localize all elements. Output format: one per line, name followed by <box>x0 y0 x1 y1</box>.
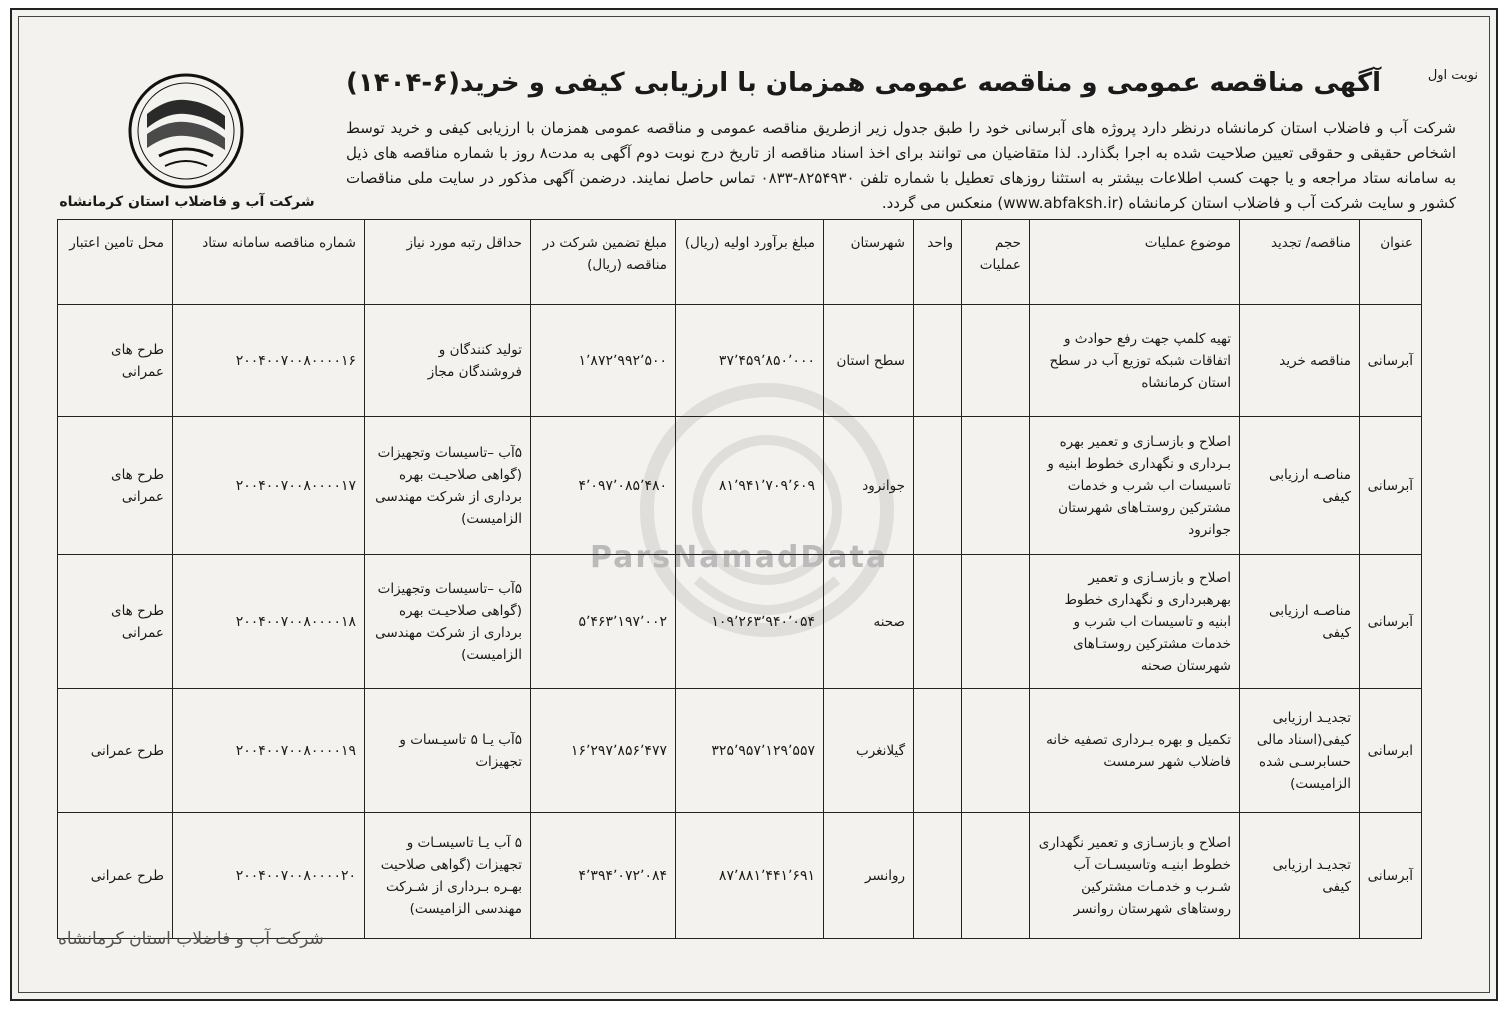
cell-title: آبرسانی <box>1360 417 1422 555</box>
header-estimate: مبلغ برآورد اولیه (ریال) <box>676 220 824 305</box>
cell-guarantee: ۵٬۴۶۳٬۱۹۷٬۰۰۲ <box>531 555 676 689</box>
cell-rank: ۵آب –تاسیسات وتجهیزات (گواهی صلاحیـت بهره برداری از شرکت مهندسی الزامیست) <box>365 555 531 689</box>
table-row <box>58 689 1422 813</box>
round-label: نوبت اول <box>1427 68 1478 83</box>
cell-estimate: ۸۷٬۸۸۱٬۴۴۱٬۶۹۱ <box>676 813 824 939</box>
cell-operation: اصلاح و بازسـازی و تعمیر بهرهبرداری و نگهداری خطوط ابنیه و تاسیسات اب شرب و خدمات مشترکین روستـاهای شهرستان صحنه <box>1030 555 1240 689</box>
cell-volume <box>962 555 1030 689</box>
table-row <box>58 305 1422 417</box>
cell-volume <box>962 813 1030 939</box>
cell-unit <box>914 689 962 813</box>
cell-title: ابرسانی <box>1360 689 1422 813</box>
cell-volume <box>962 689 1030 813</box>
cell-guarantee: ۱۶٬۲۹۷٬۸۵۶٬۴۷۷ <box>531 689 676 813</box>
header-operation: موضوع عملیات <box>1030 220 1240 305</box>
cell-title: آبرسانی <box>1360 555 1422 689</box>
cell-volume <box>962 305 1030 417</box>
header-city: شهرستان <box>824 220 914 305</box>
cell-funding: طرح های عمرانی <box>58 555 173 689</box>
cell-guarantee: ۴٬۰۹۷٬۰۸۵٬۴۸۰ <box>531 417 676 555</box>
cell-setad-number: ۲۰۰۴۰۰۷۰۰۸۰۰۰۰۲۰ <box>173 813 365 939</box>
cell-guarantee: ۱٬۸۷۲٬۹۹۲٬۵۰۰ <box>531 305 676 417</box>
cell-title: آبرسانی <box>1360 813 1422 939</box>
table-header-row <box>58 220 1422 305</box>
table-row <box>58 813 1422 939</box>
cell-funding: طرح های عمرانی <box>58 305 173 417</box>
cell-estimate: ۳۷٬۴۵۹٬۸۵۰٬۰۰۰ <box>676 305 824 417</box>
header-rank: حداقل رتبه مورد نیاز <box>365 220 531 305</box>
cell-funding: طرح های عمرانی <box>58 417 173 555</box>
cell-operation: تکمیل و بهره بـرداری تصفیه خانه فاضلاب شهر سرمست <box>1030 689 1240 813</box>
cell-setad-number: ۲۰۰۴۰۰۷۰۰۸۰۰۰۰۱۶ <box>173 305 365 417</box>
logo-block <box>52 72 322 222</box>
cell-unit <box>914 305 962 417</box>
header-setad-number: شماره مناقصه سامانه ستاد <box>173 220 365 305</box>
page-title: آگهی مناقصه عمومی و مناقصه عمومی همزمان با ارزیابی کیفی و خرید(۶-۱۴۰۴) <box>346 68 1381 98</box>
cell-volume <box>962 417 1030 555</box>
cell-rank: تولید کنندگان و فروشندگان مجاز <box>365 305 531 417</box>
header-guarantee: مبلغ تضمین شرکت در مناقصه (ریال) <box>531 220 676 305</box>
table-row <box>58 555 1422 689</box>
cell-city: گیلانغرب <box>824 689 914 813</box>
cell-estimate: ۱۰۹٬۲۶۳٬۹۴۰٬۰۵۴ <box>676 555 824 689</box>
logo-caption: شرکت آب و فاضلاب استان کرمانشاه <box>59 194 315 210</box>
cell-setad-number: ۲۰۰۴۰۰۷۰۰۸۰۰۰۰۱۷ <box>173 417 365 555</box>
cell-funding: طرح عمرانی <box>58 813 173 939</box>
cell-city: سطح استان <box>824 305 914 417</box>
cell-title: آبرسانی <box>1360 305 1422 417</box>
cell-unit <box>914 417 962 555</box>
table-row <box>58 417 1422 555</box>
header-tender-type: مناقصه/ تجدید <box>1240 220 1360 305</box>
header-unit: واحد <box>914 220 962 305</box>
cell-tender-type: تجدیـد ارزیابی کیفی <box>1240 813 1360 939</box>
header-volume: حجم عملیات <box>962 220 1030 305</box>
cell-city: صحنه <box>824 555 914 689</box>
cell-city: جوانرود <box>824 417 914 555</box>
cell-estimate: ۳۲۵٬۹۵۷٬۱۲۹٬۵۵۷ <box>676 689 824 813</box>
header-funding: محل تامین اعتبار <box>58 220 173 305</box>
watermark-text: ParsNamadData <box>590 540 889 575</box>
tenders-table <box>57 219 1422 939</box>
cell-operation: اصلاح و بازسـازی و تعمیر بهره بـرداری و نگهداری خطوط ابنیه و تاسیسات اب شرب و خدمات مشترکین روستـاهای شهرستان جوانرود <box>1030 417 1240 555</box>
cell-operation: تهیه کلمپ جهت رفع حوادث و اتفاقات شبکه توزیع آب در سطح استان کرمانشاه <box>1030 305 1240 417</box>
cell-tender-type: تجدیـد ارزیابی کیفی(اسناد مالی حسابرسـی شده الزامیست) <box>1240 689 1360 813</box>
cell-rank: ۵آب –تاسیسات وتجهیزات (گواهی صلاحیـت بهره برداری از شرکت مهندسی الزامیست) <box>365 417 531 555</box>
cell-operation: اصلاح و بازسـازی و تعمیر نگهداری خطوط ابنیـه وتاسیسـات آب شـرب و خدمـات مشترکین روستاهای شهرستان روانسر <box>1030 813 1240 939</box>
cell-unit <box>914 555 962 689</box>
cell-rank: ۵آب یـا ۵ تاسیـسات و تجهیزات <box>365 689 531 813</box>
cell-funding: طرح عمرانی <box>58 689 173 813</box>
cell-tender-type: مناقصه خرید <box>1240 305 1360 417</box>
cell-rank: ۵ آب یـا تاسیسـات و تجهیزات (گواهی صلاحیت بهـره بـرداری از شـرکت مهندسی الزامیست) <box>365 813 531 939</box>
cell-guarantee: ۴٬۳۹۴٬۰۷۲٬۰۸۴ <box>531 813 676 939</box>
cell-setad-number: ۲۰۰۴۰۰۷۰۰۸۰۰۰۰۱۸ <box>173 555 365 689</box>
cell-tender-type: مناصـه ارزیابی کیفی <box>1240 555 1360 689</box>
footer-signature: شرکت آب و فاضلاب استان کرمانشاه <box>58 929 324 949</box>
header-title: عنوان <box>1360 220 1422 305</box>
company-logo-icon <box>127 72 245 190</box>
cell-setad-number: ۲۰۰۴۰۰۷۰۰۸۰۰۰۰۱۹ <box>173 689 365 813</box>
cell-city: روانسر <box>824 813 914 939</box>
intro-paragraph: شرکت آب و فاضلاب استان کرمانشاه درنظر دارد پروژه های آبرسانی خود را طبق جدول زیر ازطریق مناقصه عمومی و مناقصه عمومی همزمان با ارزیابی کیفی و خرید توسط اشخاص حقیقی و حقوقی تعیین صلاحیت شده به اجرا بگذارد. لذا متقاضیان می توانند برای اخذ اسناد مناقصه از تاریخ درج نوبت دوم آگهی به مدت۸ روز با شماره مناقصه های ذیل به سامانه ستاد مراجعه و یا جهت کسب اطلاعات بیشتر به استثنا روزهای تعطیل با شماره تلفن ۸۲۵۴۹۳۰-۰۸۳۳ تماس حاصل نمایند. درضمن آگهی مذکور در سایت ملی مناقصات کشور و سایت شرکت آب و فاضلاب استان کرمانشاه (www.abfaksh.ir) منعکس می گردد. <box>346 119 1456 212</box>
cell-estimate: ۸۱٬۹۴۱٬۷۰۹٬۶۰۹ <box>676 417 824 555</box>
cell-tender-type: مناصـه ارزیابی کیفی <box>1240 417 1360 555</box>
cell-unit <box>914 813 962 939</box>
